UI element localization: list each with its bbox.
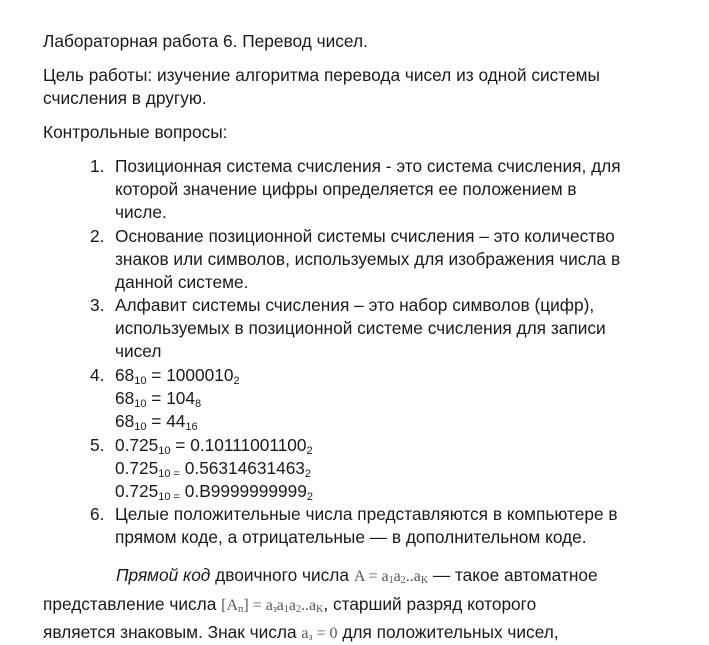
term-direct-code: Прямой код: [116, 565, 211, 585]
paragraph-line-2: представление числа $[A_п] = a_зa_1a_2..a_K$, старший разряд которого: [43, 594, 537, 615]
list-item-text: Позиционная система счисления - это система счисления, для: [115, 156, 621, 176]
list-item-text: Основание позиционной системы счисления – это количество: [115, 226, 615, 246]
paragraph-line-3: является знаковым. Знак числа $a_з = 0$ для положительных чисел,: [43, 622, 559, 643]
paragraph-line-1: Прямой код двоичного числа $A = a_1a_2..a_K$ — такое автоматное: [116, 565, 598, 586]
conversion-row: $68_{10} = 104_8$: [115, 388, 202, 410]
list-item-text: Целые положительные числа представляются в компьютере в: [115, 504, 618, 524]
formula-sign: $a_з = 0$: [301, 625, 338, 643]
list-number: 4.: [90, 365, 105, 385]
list-item-text: которой значение цифры определяется ее положением в: [115, 179, 577, 199]
lab-title: Лабораторная работа 6. Перевод чисел.: [43, 31, 368, 51]
list-item-text: используемых в позиционной системе счисления для записи: [115, 318, 606, 338]
goal-line-2: счисления в другую.: [43, 88, 207, 108]
list-item-text: числе.: [115, 202, 167, 222]
list-item-text: данной системе.: [115, 272, 249, 292]
conversion-row: $68_{10} = 1000010_2$: [115, 365, 240, 387]
conversion-row: $0.725_{10 =}$ $0.B9999999999_2$: [115, 481, 313, 503]
list-item-text: прямом коде, а отрицательные — в дополнительном коде.: [115, 527, 587, 547]
conversion-row: $0.725_{10 =}$ $0.56314631463_2$: [115, 458, 312, 480]
conversion-row: $0.725_{10} = 0.10111001100_2$: [115, 435, 313, 457]
list-number: 2.: [90, 226, 105, 246]
formula-a: $A = a_1a_2..a_K$: [353, 568, 429, 586]
formula-ap: $[A_п] = a_зa_1a_2..a_K$: [221, 597, 324, 615]
list-number: 3.: [90, 295, 105, 315]
list-number: 1.: [90, 156, 105, 176]
goal-line-1: Цель работы: изучение алгоритма перевода чисел из одной системы: [43, 65, 600, 85]
list-item-text: чисел: [115, 341, 162, 361]
list-number: 6.: [90, 504, 105, 524]
list-number: 5.: [90, 435, 105, 455]
list-item-text: знаков или символов, используемых для изображения числа в: [115, 249, 621, 269]
conversion-row: $68_{10} = 44_{16}$: [115, 411, 198, 433]
questions-heading: Контрольные вопросы:: [43, 122, 228, 142]
list-item-text: Алфавит системы счисления – это набор символов (цифр),: [115, 295, 595, 315]
